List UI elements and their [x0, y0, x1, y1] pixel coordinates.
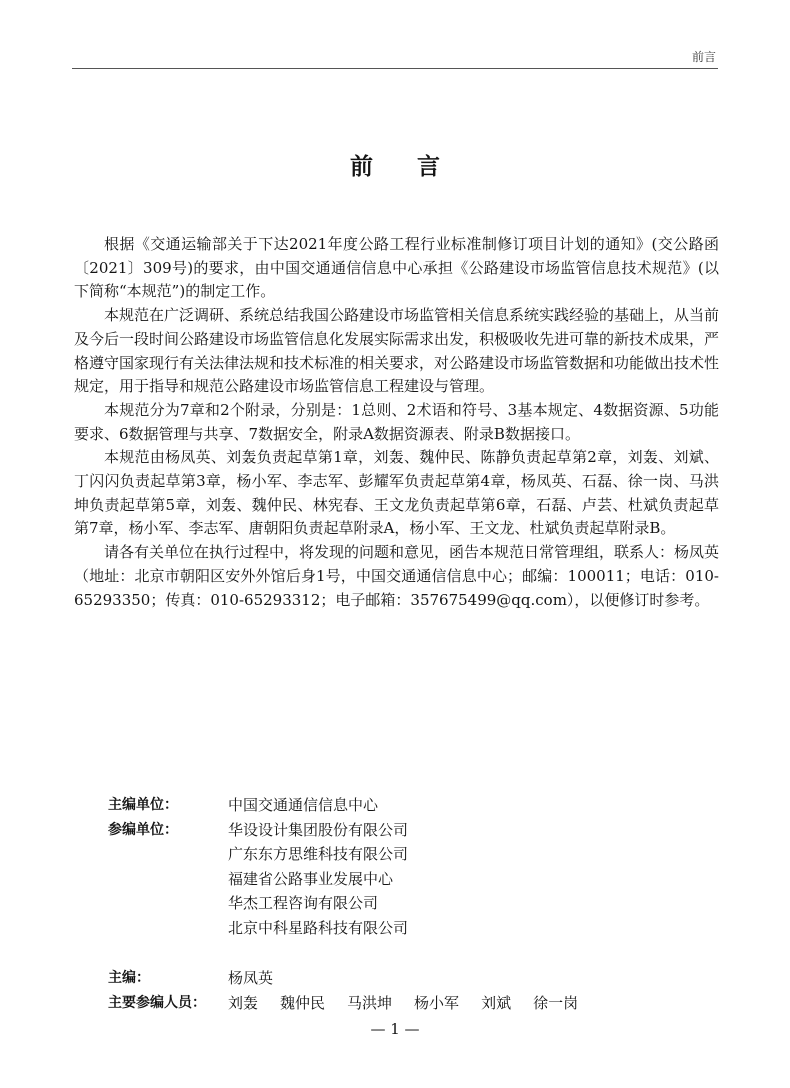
main-editor: 刘斌 [481, 993, 512, 1012]
chief-unit-label [108, 793, 228, 818]
main-editor: 魏仲民 [280, 993, 326, 1012]
main-editor: 徐一岗 [533, 993, 579, 1012]
participating-units-label-text: 参编单位： [108, 821, 178, 838]
running-header-title: 前言 [691, 50, 716, 64]
participating-unit: 华杰工程咨询有限公司 [228, 894, 379, 912]
participating-units-row [108, 818, 708, 941]
participating-unit: 福建省公路事业发展中心 [228, 869, 394, 888]
paragraph-contact: 请各有关单位在执行过程中，将发现的问题和意见，函告本规范日常管理组，联系人：杨凤英（地址：北京市朝阳区安外外馆后身1号，中国交通通信信息中心；邮编：100011；电话：010-65293350；传真：010-65293312；电子邮箱：357675499@qq.com），以便修订时参考。 [74, 543, 720, 609]
chief-unit-row [108, 793, 708, 818]
participating-unit: 广东东方思维科技有限公司 [228, 845, 409, 863]
paragraph-purpose: 本规范在广泛调研、系统总结我国公路建设市场监管相关信息系统实践经验的基础上，从当前及今后一段时间公路建设市场监管信息化发展实际需求出发，积极吸收先进可靠的新技术成果，严格遵守国家现行有关法律法规和技术标准的相关要求，对公路建设市场监管数据和功能做出技术性规定，用于指导和规范公路建设市场监管信息工程建设与管理。 [74, 306, 720, 396]
main-editor: 杨小军 [414, 993, 460, 1012]
chief-editor-value: 杨凤英 [228, 969, 274, 987]
main-editors-label-text: 主要参编人员： [108, 994, 206, 1011]
chief-editor-row [108, 966, 708, 991]
credits-block [108, 793, 708, 1015]
participating-units-label [108, 818, 228, 941]
page-number: — 1 — [370, 1020, 420, 1038]
participating-unit: 北京中科星路科技有限公司 [228, 918, 409, 937]
participating-units-list [228, 818, 408, 941]
chief-editor-label-text: 主编： [108, 970, 150, 986]
running-header [72, 44, 718, 69]
participating-unit: 华设设计集团股份有限公司 [228, 820, 409, 839]
main-editors-list [228, 991, 578, 1016]
paragraph-structure: 本规范分为7章和2个附录，分别是：1总则、2术语和符号、3基本规定、4数据资源、5功能要求、6数据管理与共享、7数据安全，附录A数据资源表、附录B数据接口。 [74, 400, 719, 443]
body-text [74, 233, 719, 612]
chief-editor-label [108, 966, 228, 991]
page-title: 前言 [350, 154, 484, 180]
main-editors-label [108, 991, 228, 1016]
main-editor: 刘轰 [228, 993, 259, 1012]
chief-unit-value: 中国交通通信信息中心 [228, 796, 379, 814]
chief-unit-label-text: 主编单位： [108, 797, 178, 813]
paragraph-origin: 根据《交通运输部关于下达2021年度公路工程行业标准制修订项目计划的通知》(交公路函〔2021〕309号)的要求，由中国交通通信信息中心承担《公路建设市场监管信息技术规范》(以下简称“本规范”)的制定工作。 [74, 235, 719, 301]
paragraph-authors: 本规范由杨凤英、刘轰负责起草第1章，刘轰、魏仲民、陈静负责起草第2章，刘轰、刘斌、丁闪闪负责起草第3章，杨小军、李志军、彭耀军负责起草第4章，杨凤英、石磊、徐一岗、马洪坤负责起草第5章，刘轰、魏仲民、林宪春、王文龙负责起草第6章，石磊、卢芸、杜斌负责起草第7章，杨小军、李志军、唐朝阳负责起草附录A，杨小军、王文龙、杜斌负责起草附录B。 [74, 448, 719, 538]
main-editor: 马洪坤 [347, 993, 393, 1012]
main-editors-row [108, 991, 708, 1016]
